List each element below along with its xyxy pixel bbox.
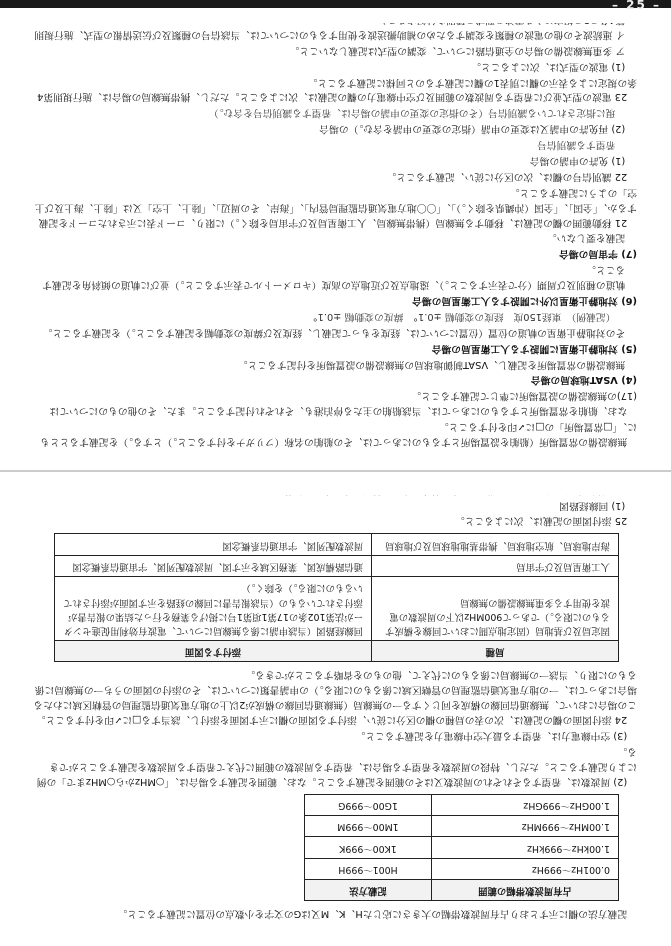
paragraph xyxy=(33,495,637,496)
lower-text-block xyxy=(33,495,637,920)
paragraph: (6) 対地静止衛星以外に開設する人工衛星局の場合 xyxy=(412,294,637,306)
paragraph: (1) 電波の型式は、次によること。 xyxy=(471,60,626,72)
table-cell: 1.00MHz〜999MHz xyxy=(432,815,619,836)
table-cell: 1G00〜999G xyxy=(305,794,432,815)
table-row xyxy=(305,794,619,815)
paragraph: 記載を要しない。 xyxy=(546,232,626,244)
attached-drawings-table xyxy=(54,533,619,662)
paragraph: イ 連続波その他の電波の種類を変調するための補助搬送波を使用するものについては、当該信号の種類及び伝送情報の型式、施行規則 xyxy=(34,28,626,40)
page-fold xyxy=(0,470,671,472)
paragraph: (1) 免許の申請の場合 xyxy=(529,154,626,166)
paragraph: (5) 対地静止衛星に開設する人工衛星局の場合 xyxy=(431,342,637,354)
paragraph: (2) 周波数は、希望するそれぞれの周波数又はその範囲を記載すること。なお、範囲を記載する場合は、「○MHzから○MHzまで」の例により記載すること。ただし、特段の周波数を希望する場合は、希望する周波数の範囲に代えて希望する周波数を記載することができる。 xyxy=(36,745,637,787)
table-cell: 通信路構成図、業務区域を示す図、周波数配列図、宇宙通信系概念図 xyxy=(55,555,372,576)
table-row xyxy=(55,534,619,555)
paragraph: 21 移動範囲の欄の記載は、移動する無線局（携帯無線局、人工衛星局及び宇宙局を除く。）に限り、コード表に示されたコードを記載するか、「全国」、「全国（沖縄県を除く。）」、「〇〇地方電気通信監理局管内」、「海岸、その周辺」、「陸上、上空」又は「陸上、海上及び上空」のように記載すること。 xyxy=(34,186,637,228)
paragraph: (2) 再免許の申請又は変更の申請（指定の変更の申請を含む。）の場合 xyxy=(319,123,626,135)
table-cell: 回線経路図（当該申請に係る無線局について、電波有効利用促進センターが法第102条の17第1項第1号に掲げる業務を行った結果の報告書が添付されているもの（当該報告書に回線の経路を示す図面が添付されているものに限る。）を除く。） xyxy=(55,577,372,641)
paragraph: 24 添付図面の欄の記載は、次の表の局種の欄の区分に従い、添付する図面の欄に示す図面を添付し、該当する□に✓印を付すること。この場合において、無線通信回線の構成を同じくする一の無線局（無線通信回線の構成が2以上の地方電気通信監理局の管轄区域にわたる場合にあっては、一の地方電気通信監理局の管轄区域に係るものに限る。）の申請書類については、その添付の図面のうち一の無線局に係るものに限り、当該一の無線局に係るものに代えて、他のものを省略することができる。 xyxy=(33,669,637,726)
bandwidth-notation-table xyxy=(304,794,619,901)
table-cell: 海岸地球局、航空地球局、携帯基地地球局及び地球局 xyxy=(372,534,619,555)
table-cell: 固定局及び基地局（固定地点間において回線を構成するものに限る。）であって900MHz以下の周波数の電波を使用する多重無線設備の無線局 xyxy=(372,577,619,641)
lower-page-half xyxy=(0,484,671,934)
paragraph: 23 電波の型式並びに希望する周波数の範囲及び空中線電力の欄の記載は、次によること。ただし、携帯無線局の場合は、施行規則第4条の規定による表示の欄に別表1の欄に記載するのと同様に記載すること。 xyxy=(37,76,637,103)
paragraph: 現に指定されている識別信号（その指定の変更の申請の場合は、希望する識別信号を含む。） xyxy=(208,107,616,119)
paragraph: 22 識別信号の欄は、次の区分に従い、記載すること。 xyxy=(386,170,628,182)
table-row xyxy=(305,815,619,836)
table-cell: 1.00GHz〜999GHz xyxy=(432,794,619,815)
paragraph: (7) 宇宙局の場合 xyxy=(559,248,637,260)
paragraph: 無線設備の常置場所（船舶を設置場所とするものにあっては、その船舶の名称（フリガナを付すること。）とする。）を記載するとともに、「□常置場所」の□に✓印を付すること。 xyxy=(39,421,637,447)
table-cell: 1M00〜999M xyxy=(305,815,432,836)
paragraph: 記載方法の欄に示すとおり占有周波数帯幅の大きさに応じたH、K、M又はGの文字を小数点の位置に記載すること。 xyxy=(117,908,628,919)
table-cell: 周波数配列図、宇宙通信系概念図 xyxy=(55,534,372,555)
scan-edge xyxy=(0,0,671,8)
paragraph: その対地静止衛星の軌道の位置（位置については、経度をもって記載し、経度及び緯度の変動幅を記載すること。）を記載すること。 xyxy=(42,326,626,338)
upper-page-half xyxy=(0,12,671,462)
paragraph: 25 添付図面の記載は、次によること。 xyxy=(454,515,628,527)
table-cell: 1K00〜999K xyxy=(305,837,432,858)
table-cell: 0.001Hz〜999Hz xyxy=(432,858,619,879)
table-header-cell: 記載方法 xyxy=(305,879,432,900)
table-header-cell: 添付する図面 xyxy=(55,641,372,662)
table-cell: 人工衛星局及び宇宙局 xyxy=(372,555,619,576)
table-row xyxy=(305,858,619,879)
paragraph: 軌道の種別及び周期（分で表示すること。）、遠地点及び近地点の高度（キロメートルで表示すること。）並びに軌道の傾斜角を記載すること。 xyxy=(42,264,626,291)
table-row xyxy=(55,577,619,641)
table-cell: 1.00kHz〜999kHz xyxy=(432,837,619,858)
paragraph: (3) 空中線電力は、希望する最大空中線電力を記載すること。 xyxy=(355,729,628,741)
table-header-row xyxy=(55,641,619,662)
table-row xyxy=(305,837,619,858)
page-number: – 25 – xyxy=(611,0,661,12)
table-header-cell: 占有周波数帯幅の範囲 xyxy=(432,879,619,900)
example-note: （記載例） 東経150度 経度の変動幅 ±0.1° 緯度の変動幅 ±0.1° xyxy=(312,310,616,322)
paragraph: (4) VSAT地球局の場合 xyxy=(530,374,637,386)
paragraph: ア 多重無線設備の場合の全通信路について、変調の型式は記載しないこと。 xyxy=(289,44,626,56)
upper-text-block xyxy=(33,23,637,448)
paragraph: なお、船舶を常置場所とするものにあっては、当該船舶の主たる停泊港も、それぞれ付記すること。また、その他のものについては(17)の無線設備の設置場所に準じて記載すること。 xyxy=(49,390,637,417)
paragraph: 無線設備の常置場所を記載し、VSAT制御地球局の無線設備の設置場所を付記すること。 xyxy=(237,358,626,370)
table-cell: H001〜999H xyxy=(305,858,432,879)
table-row xyxy=(55,555,619,576)
paragraph: 希望する識別信号 xyxy=(537,139,616,151)
paragraph: (1) 回線経路図 xyxy=(559,499,626,511)
table-header-cell: 局種 xyxy=(372,641,619,662)
table-header-row xyxy=(305,879,619,900)
